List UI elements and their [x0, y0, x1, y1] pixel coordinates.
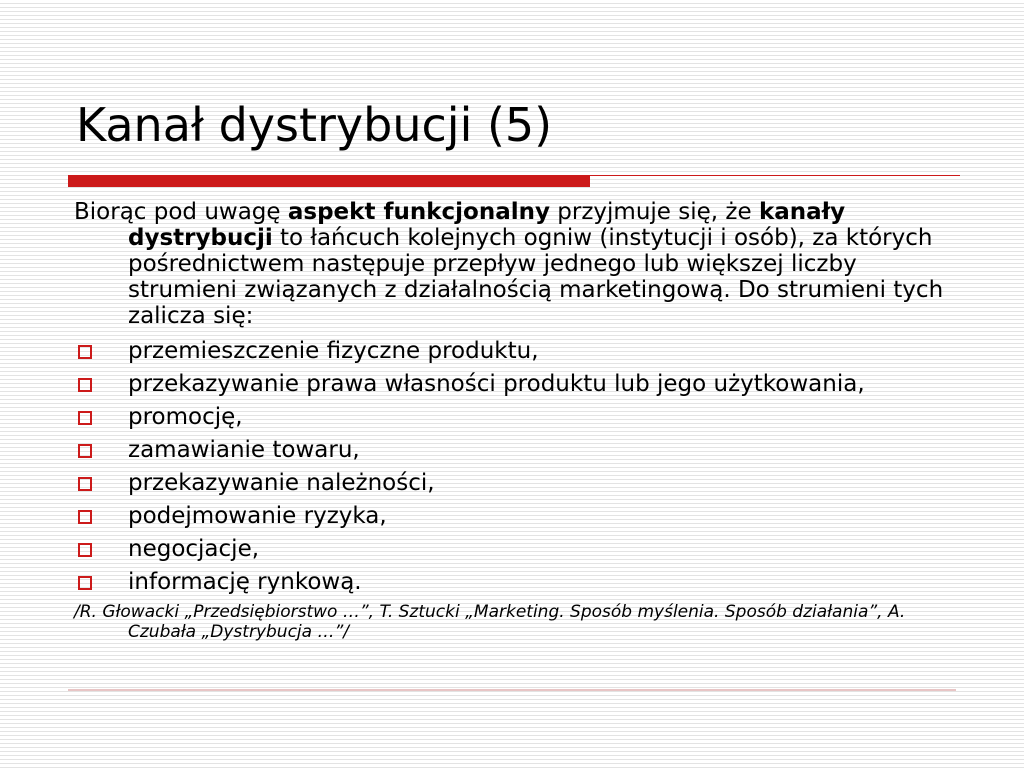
intro-text-1: Biorąc pod uwagę [74, 199, 288, 225]
hollow-square-bullet-icon [78, 543, 92, 557]
slide-title: Kanał dystrybucji (5) [76, 98, 553, 152]
list-item [74, 437, 954, 463]
list-item [74, 338, 954, 364]
hollow-square-bullet-icon [78, 477, 92, 491]
source-citation: /R. Głowacki „Przedsiębiorstwo …”, T. Sztucki „Marketing. Sposób myślenia. Sposób działania”, A. Czubała „Dystrybucja …”/ [74, 602, 906, 642]
list-item-text: informację rynkową. [128, 569, 362, 595]
slide-content [74, 199, 954, 642]
bottom-divider [68, 689, 956, 691]
hollow-square-bullet-icon [78, 345, 92, 359]
list-item-text: przemieszczenie fizyczne produktu, [128, 338, 539, 364]
intro-text-2: przyjmuje się, że [549, 199, 759, 225]
list-item [74, 569, 954, 595]
title-underline-thin [590, 175, 960, 176]
bullet-list [74, 338, 954, 595]
list-item-text: zamawianie towaru, [128, 437, 360, 463]
list-item [74, 470, 954, 496]
intro-text-3: to łańcuch kolejnych ogniw (instytucji i osób), za których pośrednictwem następuje przepływ jednego lub większej liczby strumieni związanych z działalnością marketingową. Do strumieni tych zalicza się: [128, 225, 944, 329]
list-item-text: negocjacje, [128, 536, 260, 562]
hollow-square-bullet-icon [78, 411, 92, 425]
list-item [74, 503, 954, 529]
list-item [74, 404, 954, 430]
intro-bold-aspekt: aspekt funkcjonalny [287, 199, 550, 225]
title-underline-thick [68, 175, 590, 187]
list-item-text: promocję, [128, 404, 243, 430]
intro-bold-kanaly: kanały dystrybucji [128, 199, 846, 251]
hollow-square-bullet-icon [78, 576, 92, 590]
list-item-text: przekazywanie prawa własności produktu lub jego użytkowania, [128, 371, 865, 397]
hollow-square-bullet-icon [78, 378, 92, 392]
hollow-square-bullet-icon [78, 444, 92, 458]
intro-paragraph [74, 199, 954, 329]
list-item [74, 371, 954, 397]
hollow-square-bullet-icon [78, 510, 92, 524]
list-item [74, 536, 954, 562]
list-item-text: podejmowanie ryzyka, [128, 503, 387, 529]
list-item-text: przekazywanie należności, [128, 470, 435, 496]
